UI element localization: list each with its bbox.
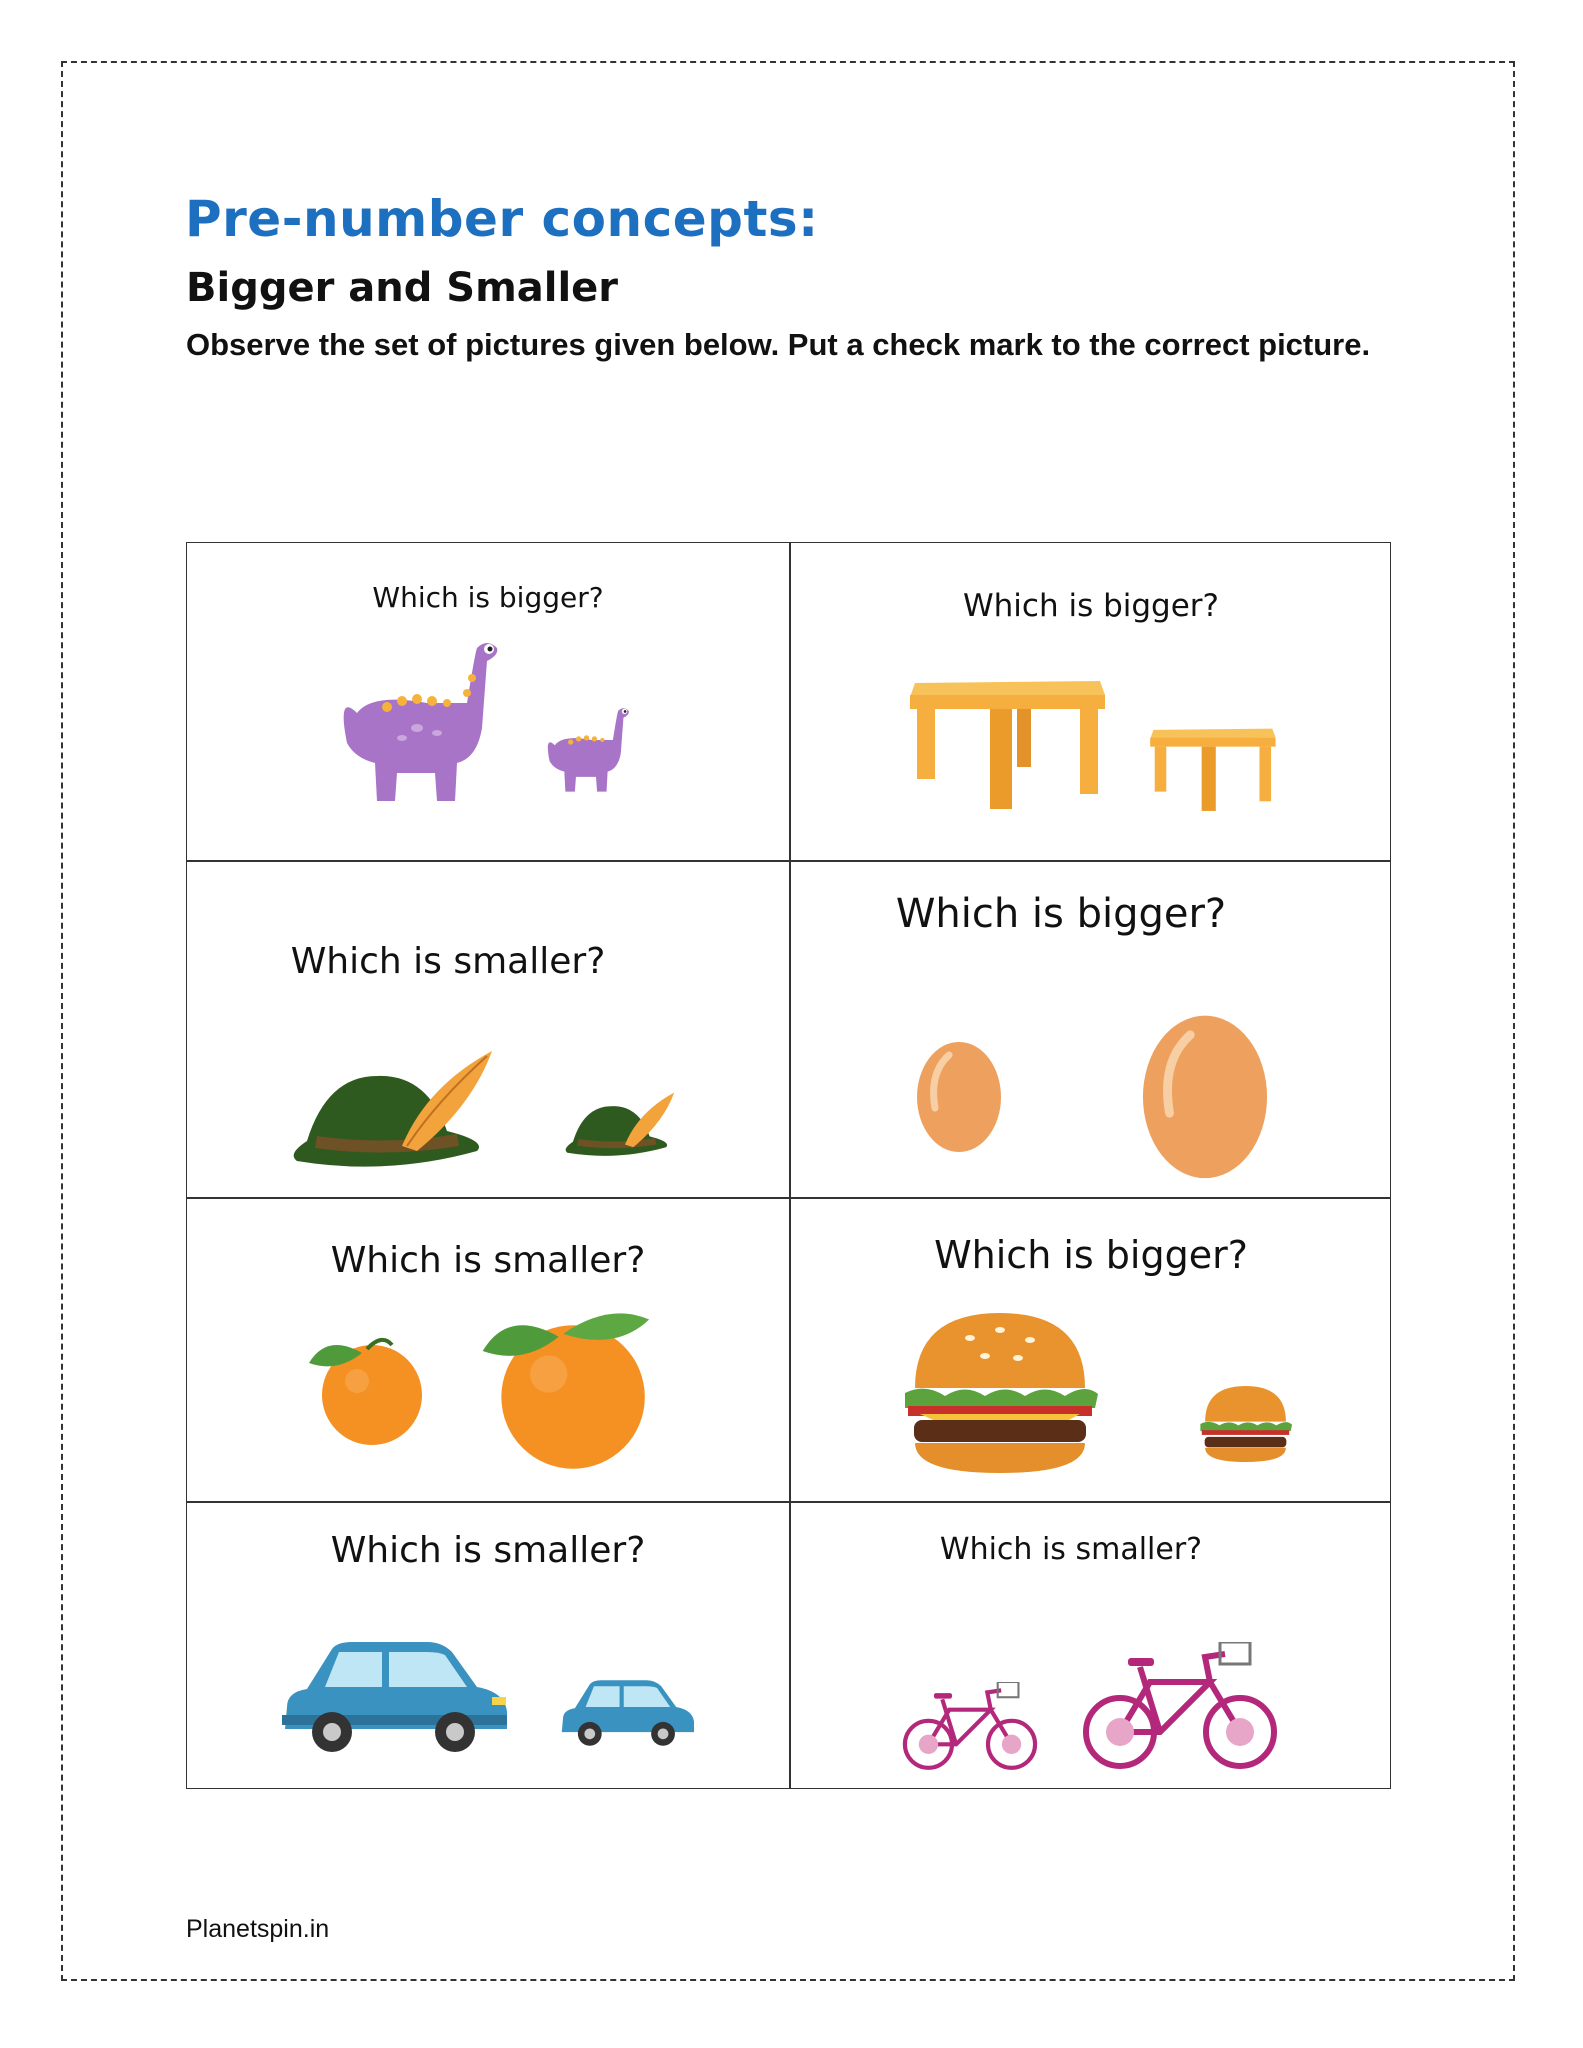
cell-hats[interactable] — [187, 861, 789, 1197]
question-label: Which is bigger? — [372, 581, 604, 614]
page-subtitle: Bigger and Smaller — [186, 265, 619, 311]
dinosaur-icon[interactable] — [539, 703, 634, 798]
table-icon[interactable] — [905, 673, 1115, 813]
question-label: Which is smaller? — [939, 1532, 1203, 1567]
orange-icon[interactable] — [307, 1333, 432, 1448]
cell-cars[interactable] — [187, 1502, 789, 1790]
dinosaur-icon[interactable] — [327, 633, 507, 813]
bicycle-icon[interactable] — [900, 1682, 1040, 1772]
egg-icon[interactable] — [1140, 1001, 1270, 1181]
orange-icon[interactable] — [477, 1308, 662, 1473]
cell-eggs[interactable] — [790, 861, 1392, 1197]
question-label: Which is smaller? — [290, 941, 606, 982]
question-label: Which is bigger? — [934, 1233, 1248, 1277]
page-title: Pre-number concepts: — [185, 190, 819, 248]
car-icon[interactable] — [557, 1677, 697, 1749]
burger-icon[interactable] — [900, 1308, 1100, 1478]
hat-icon[interactable] — [287, 1046, 497, 1171]
cell-tables[interactable] — [790, 543, 1392, 860]
question-label: Which is bigger? — [963, 588, 1219, 624]
bicycle-icon[interactable] — [1080, 1642, 1280, 1772]
question-grid — [186, 542, 1391, 1789]
car-icon[interactable] — [277, 1637, 512, 1757]
question-label: Which is smaller? — [330, 1240, 646, 1281]
question-label: Which is smaller? — [330, 1530, 646, 1571]
burger-icon[interactable] — [1198, 1383, 1293, 1465]
cell-burgers[interactable] — [790, 1198, 1392, 1501]
instructions: Observe the set of pictures given below. Put a check mark to the correct picture. — [186, 327, 1371, 362]
cell-oranges[interactable] — [187, 1198, 789, 1501]
cell-dinosaurs[interactable] — [187, 543, 789, 860]
cell-bicycles[interactable] — [790, 1502, 1392, 1790]
question-label: Which is bigger? — [895, 891, 1227, 937]
table-icon[interactable] — [1147, 721, 1282, 816]
egg-icon[interactable] — [915, 1033, 1003, 1153]
hat-icon[interactable] — [562, 1089, 677, 1159]
footer-site-name: Planetspin.in — [186, 1915, 330, 1943]
